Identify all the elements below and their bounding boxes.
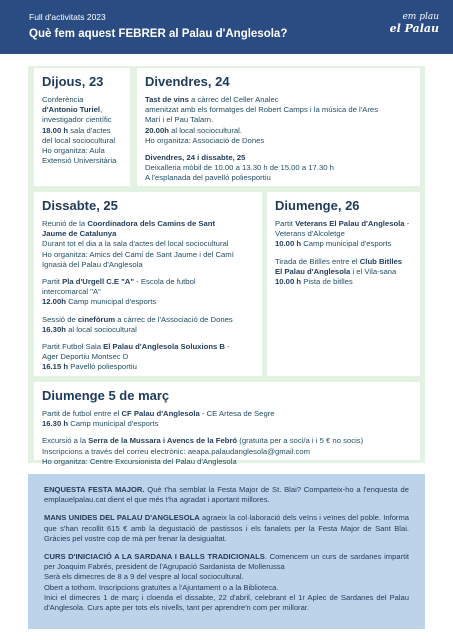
info-box bbox=[28, 474, 425, 629]
event-text: Partit de futbol entre el CF Palau d'Anglesola - CE Artesa de Segre 16.30 h Camp municipal d'esports bbox=[42, 409, 275, 429]
card-dijous-23 bbox=[34, 68, 130, 186]
event-text: Tast de vins a càrrec del Celler Analec amenitzat amb els formatges del Robert Camps i la música de l'Ares Marí i el Pau Talarn. 20.00h al local sociocultural. Ho organitza: Associació de Dones bbox=[145, 95, 379, 145]
card-title: Diumenge 5 de març bbox=[42, 388, 170, 403]
card-title: Dijous, 23 bbox=[42, 74, 104, 89]
event-text: Partit Veterans El Palau d'Anglesola - Veterans d'Alcoletge 10.00 h Camp municipal d'esports bbox=[275, 219, 410, 249]
event-text: Excursió a la Serra de la Mussara i Avencs de la Febró (gratuïta per a soci/a i i 5 € no socis) Inscripcions a través del correu electrònic: aeapa.palaudanglesola@gmail.com Ho organitza: Centre Excursionista del Palau d'Anglesola bbox=[42, 436, 364, 466]
logo bbox=[381, 12, 439, 34]
card-divendres-24 bbox=[137, 68, 420, 186]
card-diumenge-26 bbox=[267, 192, 420, 376]
header-supertitle: Full d'activitats 2023 bbox=[29, 12, 106, 22]
card-title: Divendres, 24 bbox=[145, 74, 230, 89]
page-header bbox=[0, 0, 453, 54]
header-title: Què fem aquest FEBRER al Palau d'Anglesola? bbox=[29, 28, 288, 40]
card-diumenge-5-marc bbox=[34, 382, 420, 466]
event-text: Sessió de cinefòrum a càrrec de l'Associació de Dones 16.30h al local sociocultural bbox=[42, 314, 233, 334]
card-title: Diumenge, 26 bbox=[275, 198, 360, 213]
event-text: Tirada de Bitlles entre el Club Bitlles El Palau d'Anglesola i el Vila-sana 10.00 h Pista de bitlles bbox=[275, 256, 403, 287]
info-curs-sardana: CURS D'INICIACIÓ A LA SARDANA I BALLS TRADICIONALS. Comencem un curs de sardanes impartit per Joaquim Fabrés, president de l'Agrupació Sardanista de Mollerussa Serà els dimecres de 8 a 9 del vespre al local sociocultural. Obert a tothom. Inscripcions gratuïtes a l'Ajuntament o a la Biblioteca. Inici el dimecres 1 de març i cloenda el dissabte, 22 d'abril, celebrant el 1r Aplec de Sardanes del Palau d'Anglesola. Curs apte per tots els nivells, tant per aprendre'n com per millorar. bbox=[44, 552, 409, 613]
event-text: Divendres, 24 i dissabte, 25 Deixalleria mòbil de 10.00 a 13.30 h de 15.00 a 17.30 h A l'esplanada del pavelló poliesportiu bbox=[145, 153, 334, 183]
info-mans-unides: MANS UNIDES DEL PALAU D'ANGLESOLA agraeix la col·laboració dels veïns i veïnes del poble. Informa que s'han recollit 615 € amb la degustació de pastissos i els fanalets per la Festa Major de Sant Blai. Gràcies pel vostre cop de mà per frenar la desigualtat. bbox=[44, 513, 409, 543]
event-text: Conferència d'Antonio Turiel, investigador científic 18.00 h sala d'actes del local sociocultural Ho organitza: Aula Extensió Universitària bbox=[42, 95, 117, 166]
card-dissabte-25 bbox=[34, 192, 262, 376]
card-title: Dissabte, 25 bbox=[42, 198, 118, 213]
logo-line-2: el Palau bbox=[389, 22, 439, 35]
info-enquesta: ENQUESTA FESTA MAJOR. Què t'ha semblat la Festa Major de St. Blai? Comparteix-ho a l'enquesta de emplauelpalau.cat dient el que més t'ha agradat i aportant millores. bbox=[44, 485, 409, 505]
event-text: Partit Futbol Sala El Palau d'Anglesola Soluxions B - Ager Deportiu Montsec D 16.15 h Pavelló poliesportiu bbox=[42, 342, 230, 372]
event-text: Partit Pla d'Urgell C.E "A" - Escola de futbol intercomarcal "A" 12.00h Camp municipal d'esports bbox=[42, 277, 196, 307]
event-text: Reunió de la Coordinadora dels Camins de Sant Jaume de Catalunya Durant tot el dia a la sala d'actes del local sociocultural Ho organitza: Amics del Camí de Sant Jaume i del Camí Ignasià del Palau d'Anglesola bbox=[42, 219, 234, 269]
logo-line-1: em plau bbox=[402, 12, 439, 22]
